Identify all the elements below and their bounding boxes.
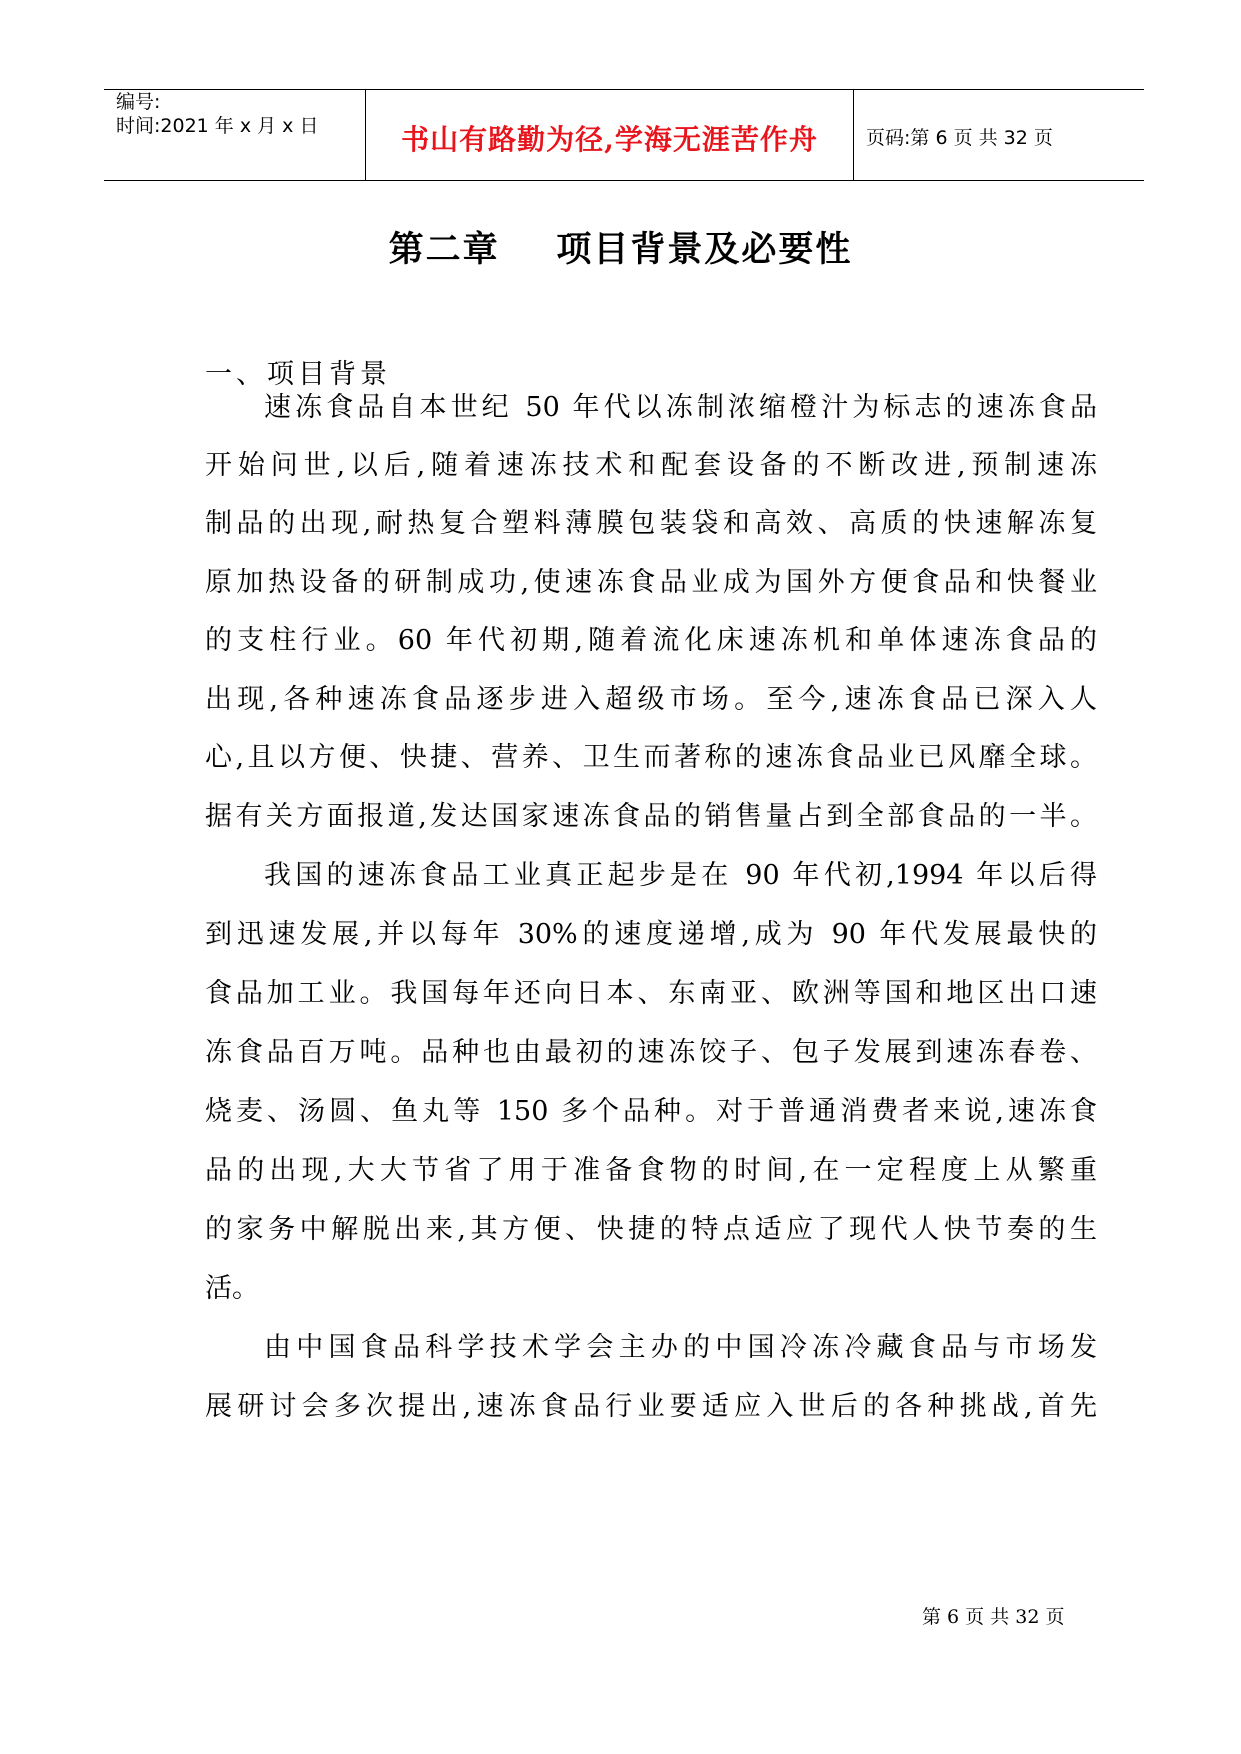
header-motto-cell xyxy=(366,90,854,180)
body-line: 烧麦、汤圆、鱼丸等 150 多个品种。对于普通消费者来说,速冻食 xyxy=(205,1096,1097,1127)
body-line: 出现,各种速冻食品逐步进入超级市场。至今,速冻食品已深入人 xyxy=(205,684,1097,715)
body-line: 的支柱行业。60 年代初期,随着流化床速冻机和单体速冻食品的 xyxy=(205,625,1097,656)
body-line: 展研讨会多次提出,速冻食品行业要适应入世后的各种挑战,首先 xyxy=(205,1391,1097,1422)
body-line: 的家务中解脱出来,其方便、快捷的特点适应了现代人快节奏的生 xyxy=(205,1214,1097,1245)
body-line: 我国的速冻食品工业真正起步是在 90 年代初,1994 年以后得 xyxy=(264,860,1097,891)
body-line: 到迅速发展,并以每年 30%的速度递增,成为 90 年代发展最快的 xyxy=(205,919,1097,950)
body-line: 活。 xyxy=(205,1273,259,1304)
header-meta-cell xyxy=(104,90,366,180)
chapter-title: 第二章 项目背景及必要性 xyxy=(388,230,853,270)
page-footer: 第 6 页 共 32 页 xyxy=(922,1606,1065,1628)
document-header xyxy=(104,89,1144,181)
header-page-label: 页码:第 6 页 共 32 页 xyxy=(866,127,1053,149)
body-line: 食品加工业。我国每年还向日本、东南亚、欧洲等国和地区出口速 xyxy=(205,978,1097,1009)
section-heading: 一、项目背景 xyxy=(205,359,391,390)
body-line: 据有关方面报道,发达国家速冻食品的销售量占到全部食品的一半。 xyxy=(205,801,1097,832)
doc-time-label: 时间:2021 年 x 月 x 日 xyxy=(116,115,319,137)
body-line: 由中国食品科学技术学会主办的中国冷冻冷藏食品与市场发 xyxy=(264,1332,1097,1363)
doc-number-label: 编号: xyxy=(116,91,161,113)
body-line: 原加热设备的研制成功,使速冻食品业成为国外方便食品和快餐业 xyxy=(205,567,1097,598)
header-motto: 书山有路勤为径,学海无涯苦作舟 xyxy=(401,123,818,156)
body-line: 速冻食品自本世纪 50 年代以冻制浓缩橙汁为标志的速冻食品 xyxy=(264,392,1097,423)
body-line: 开始问世,以后,随着速冻技术和配套设备的不断改进,预制速冻 xyxy=(205,450,1097,481)
body-line: 制品的出现,耐热复合塑料薄膜包装袋和高效、高质的快速解冻复 xyxy=(205,508,1097,539)
body-line: 心,且以方便、快捷、营养、卫生而著称的速冻食品业已风靡全球。 xyxy=(205,742,1097,773)
header-page-cell xyxy=(854,90,1144,180)
body-line: 品的出现,大大节省了用于准备食物的时间,在一定程度上从繁重 xyxy=(205,1155,1097,1186)
body-line: 冻食品百万吨。品种也由最初的速冻饺子、包子发展到速冻春卷、 xyxy=(205,1037,1097,1068)
